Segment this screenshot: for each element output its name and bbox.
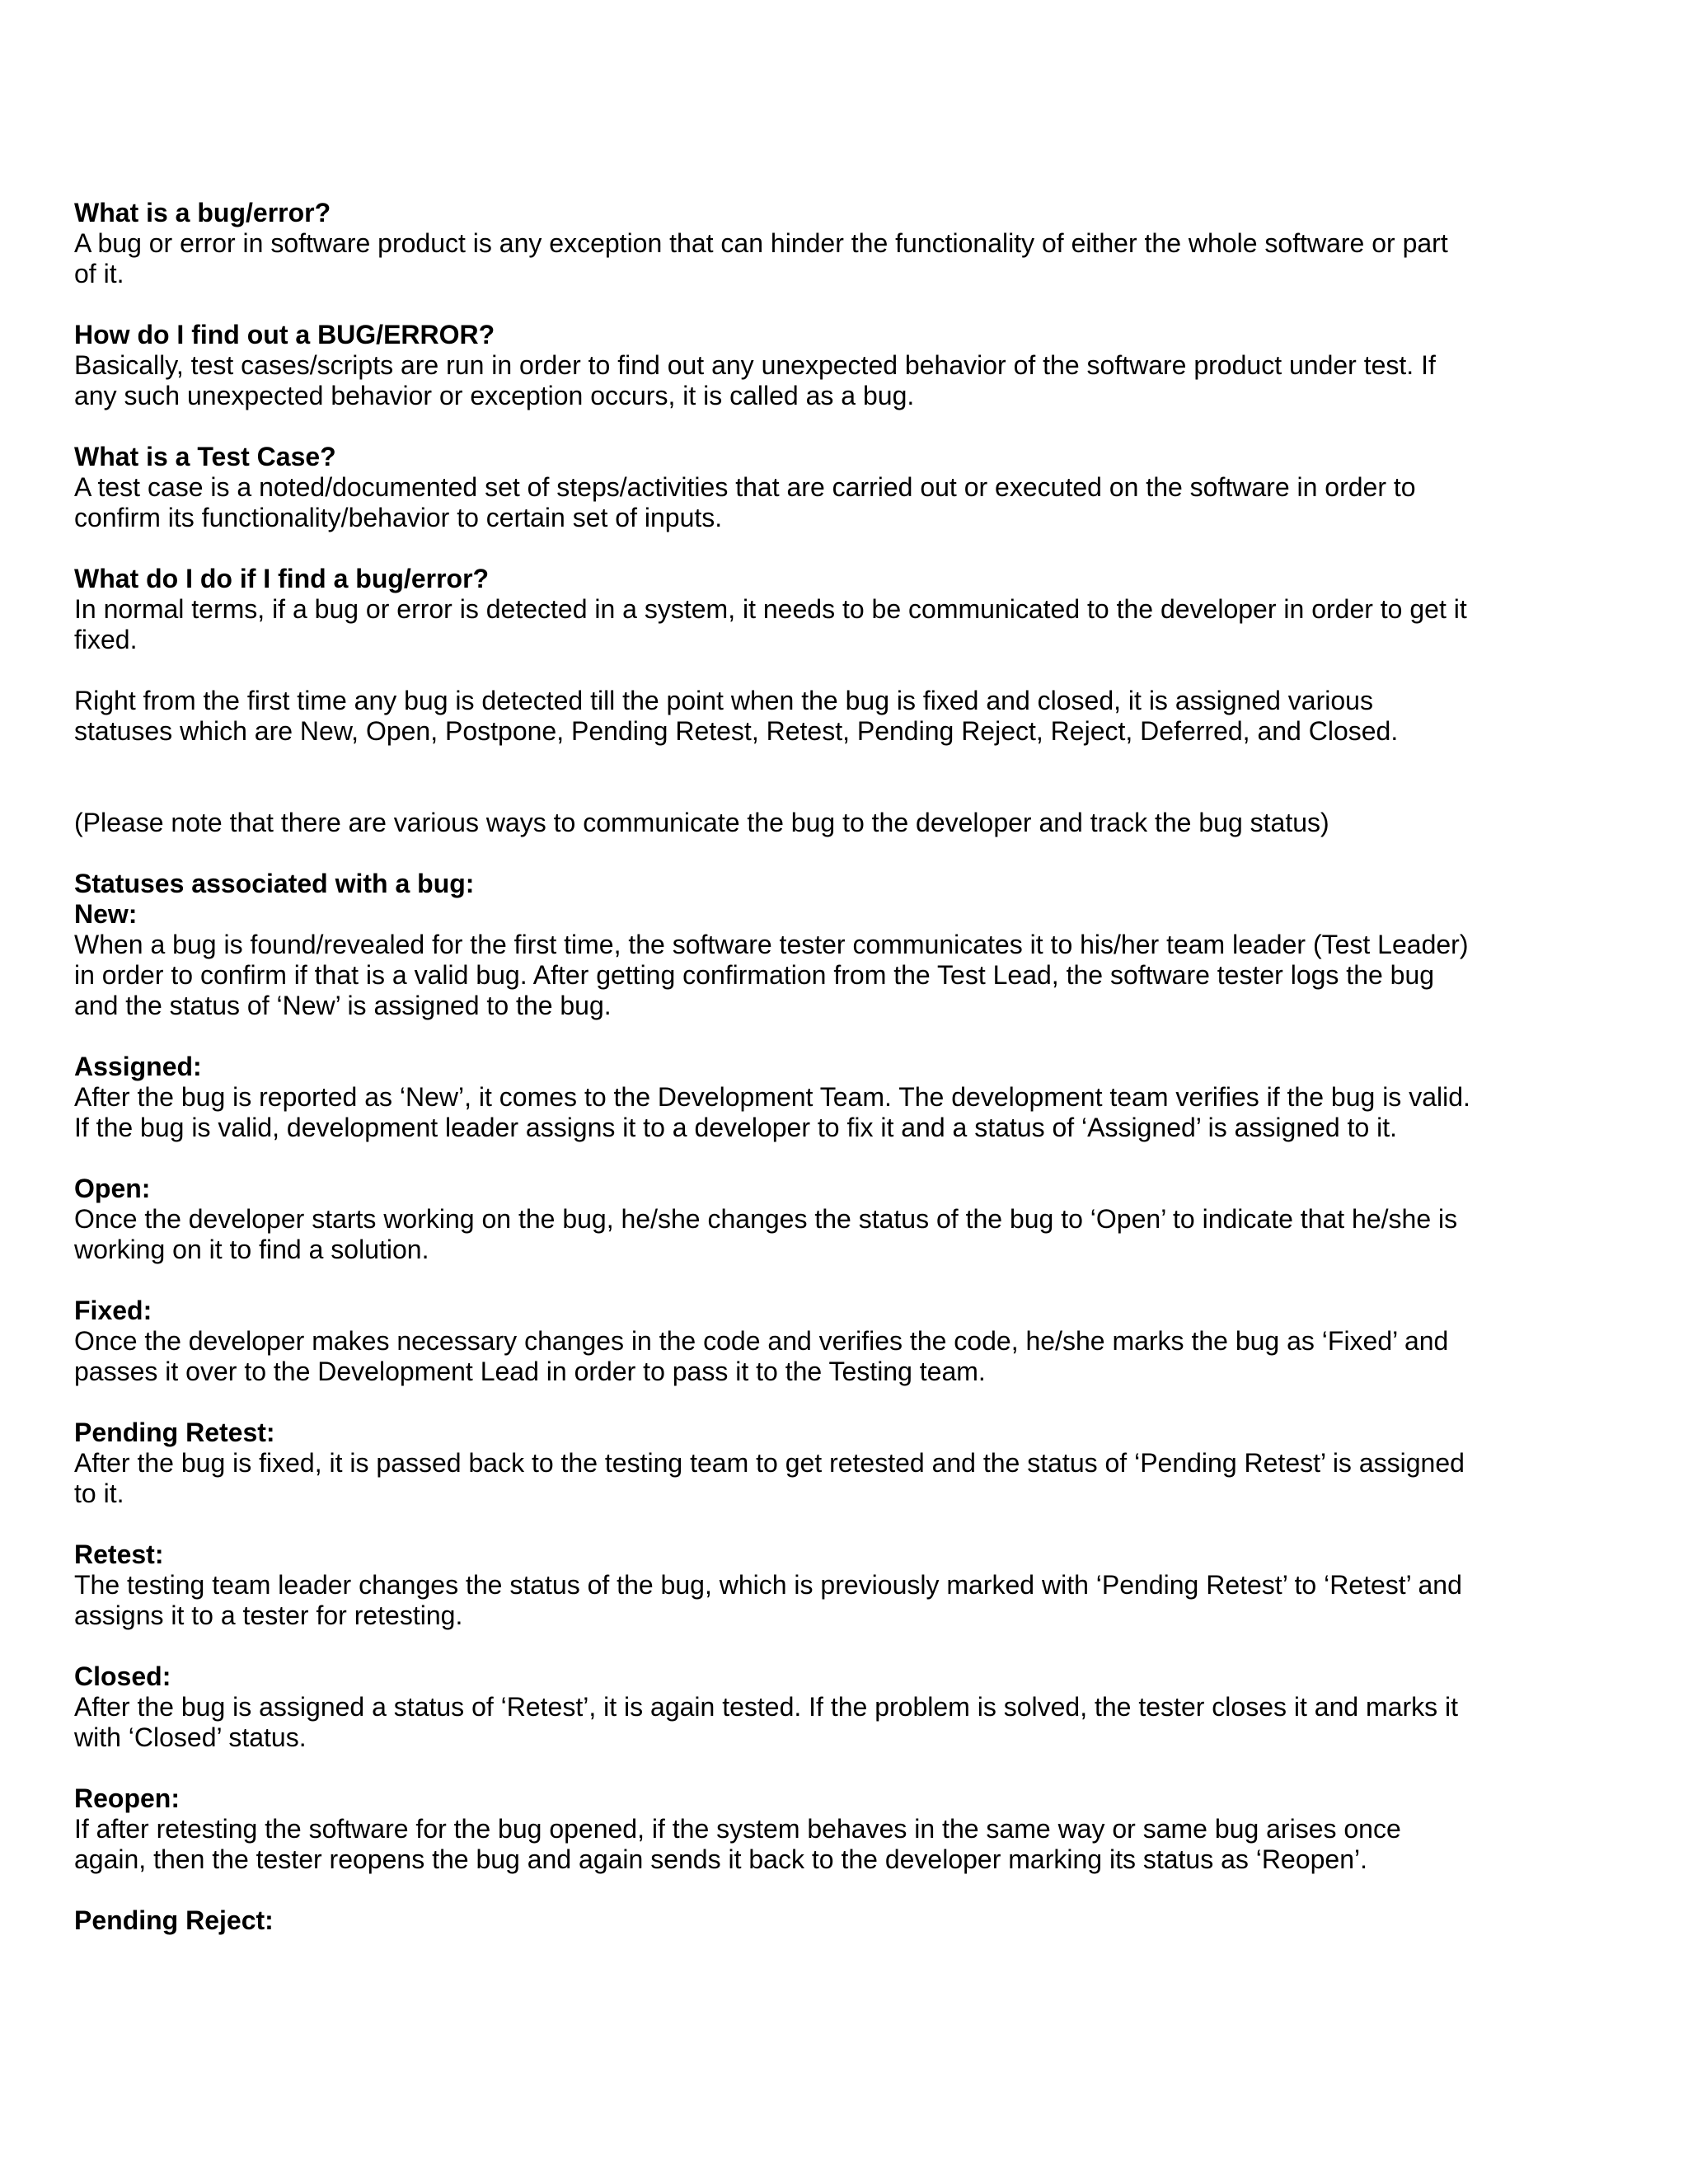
status-heading-fixed: Fixed: [74,1296,152,1325]
status-text-open: Once the developer starts working on the bug, he/she changes the status of the bug to ‘Open’ to indicate that he/she is working on it to find a solution. [74,1204,1458,1264]
statuses-intro-paragraph: Right from the first time any bug is detected till the point when the bug is fixed and closed, it is assigned various statuses which are New, Open, Postpone, Pending Retest, Retest, Pending Reject, Reject, Deferred, and Closed. [74,686,1399,746]
section-text-find-bug: Basically, test cases/scripts are run in order to find out any unexpected behavior of the software product under test. If any such unexpected behavior or exception occurs, it is called as a bug. [74,350,1436,410]
status-heading-new: New: [74,899,138,929]
status-heading-open: Open: [74,1174,151,1203]
status-heading-closed: Closed: [74,1661,171,1691]
status-text-closed: After the bug is assigned a status of ‘Retest’, it is again tested. If the problem is solved, the tester closes it and marks it with ‘Closed’ status. [74,1692,1459,1752]
document-page [74,198,1475,1936]
note-paragraph: (Please note that there are various ways to communicate the bug to the developer and track the bug status) [74,808,1329,837]
section-text-test-case: A test case is a noted/documented set of steps/activities that are carried out or executed on the software in order to confirm its functionality/behavior to certain set of inputs. [74,472,1416,532]
status-heading-pending-retest: Pending Retest: [74,1418,275,1447]
status-text-reopen: If after retesting the software for the bug opened, if the system behaves in the same way or same bug arises once again, then the tester reopens the bug and again sends it back to the developer marking its status as ‘Reopen’. [74,1814,1401,1874]
status-heading-assigned: Assigned: [74,1052,202,1081]
section-heading-find-bug: How do I find out a BUG/ERROR? [74,320,495,349]
status-text-new: When a bug is found/revealed for the first time, the software tester communicates it to his/her team leader (Test Leader) in order to confirm if that is a valid bug. After getting confirmation from the Test Lead, the software tester logs the bug and the status of ‘New’ is assigned to the bug. [74,930,1469,1020]
section-text-what-is-bug: A bug or error in software product is any exception that can hinder the functionality of either the whole software or part of it. [74,228,1448,288]
status-heading-reopen: Reopen: [74,1783,180,1813]
section-heading-test-case: What is a Test Case? [74,442,336,471]
status-heading-pending-reject: Pending Reject: [74,1905,274,1935]
status-heading-retest: Retest: [74,1540,164,1569]
section-heading-what-to-do: What do I do if I find a bug/error? [74,564,490,593]
status-text-fixed: Once the developer makes necessary changes in the code and verifies the code, he/she marks the bug as ‘Fixed’ and passes it over to the Development Lead in order to pass it to the Testing team. [74,1326,1449,1386]
section-heading-what-is-bug: What is a bug/error? [74,198,331,227]
section-text-what-to-do: In normal terms, if a bug or error is detected in a system, it needs to be communicated to the developer in order to get it fixed. [74,594,1467,654]
status-text-pending-retest: After the bug is fixed, it is passed back to the testing team to get retested and the status of ‘Pending Retest’ is assigned to it. [74,1448,1465,1508]
status-text-assigned: After the bug is reported as ‘New’, it comes to the Development Team. The development team verifies if the bug is valid. If the bug is valid, development leader assigns it to a developer to fix it and a status of ‘Assigned’ is assigned to it. [74,1082,1470,1142]
status-text-retest: The testing team leader changes the status of the bug, which is previously marked with ‘Pending Retest’ to ‘Retest’ and assigns it to a tester for retesting. [74,1570,1462,1630]
statuses-heading: Statuses associated with a bug: [74,869,475,898]
